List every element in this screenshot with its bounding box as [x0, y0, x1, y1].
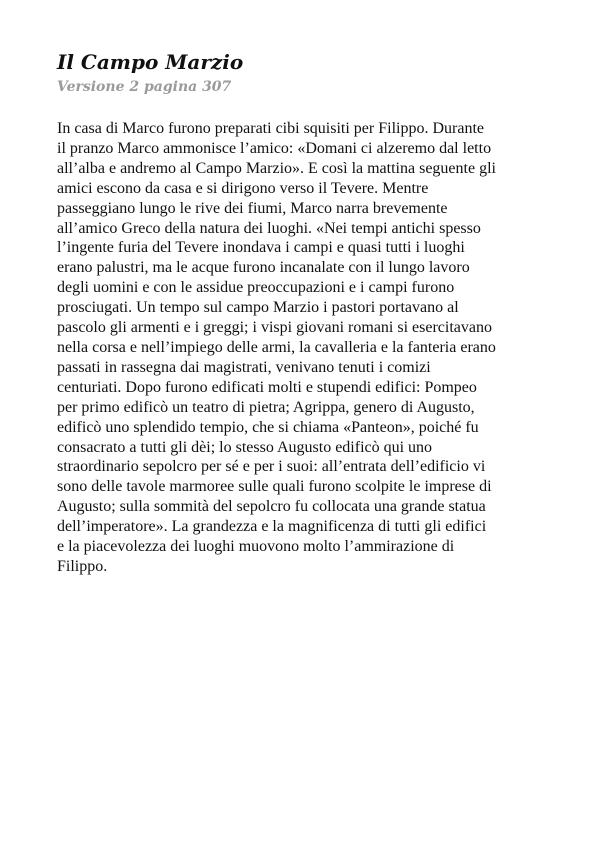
body-line: all’alba e andremo al Campo Marzio». E così la mattina seguente gli: [57, 159, 496, 177]
body-line: degli uomini e con le assidue preoccupazioni e i campi furono: [57, 279, 455, 297]
body-line: nella corsa e nell’impiego delle armi, la cavalleria e la fanteria erano: [57, 338, 496, 356]
body-line: sono delle tavole marmoree sulle quali furono scolpite le imprese di: [57, 478, 492, 496]
body-line: Filippo.: [57, 557, 108, 575]
document-title: Il Campo Marzio: [57, 50, 244, 74]
body-line: Augusto; sulla sommità del sepolcro fu collocata una grande statua: [57, 498, 486, 516]
body-line: il pranzo Marco ammonisce l’amico: «Domani ci alzeremo dal letto: [57, 139, 492, 157]
body-paragraph: [57, 119, 543, 577]
body-line: In casa di Marco furono preparati cibi squisiti per Filippo. Durante: [57, 120, 484, 137]
body-line: edificò uno splendido tempio, che si chiama «Panteon», poiché fu: [57, 418, 479, 436]
body-line: prosciugati. Un tempo sul campo Marzio i pastori portavano al: [57, 299, 459, 317]
body-line: pascolo gli armenti e i greggi; i vispi giovani romani si esercitavano: [57, 319, 492, 337]
body-line: passeggiano lungo le rive dei fiumi, Marco narra brevemente: [57, 199, 448, 217]
body-line: dell’imperatore». La grandezza e la magnificenza di tutti gli edifici: [57, 518, 487, 536]
body-line: e la piacevolezza dei luoghi muovono molto l’ammirazione di: [57, 538, 455, 556]
document-subtitle: Versione 2 pagina 307: [57, 79, 232, 95]
body-line: all’amico Greco della natura dei luoghi. «Nei tempi antichi spesso: [57, 219, 481, 237]
body-line: amici escono da casa e si dirigono verso il Tevere. Mentre: [57, 179, 429, 197]
body-line: per primo edificò un teatro di pietra; Agrippa, genero di Augusto,: [57, 398, 475, 416]
body-line: straordinario sepolcro per sé e per i suoi: all’entrata dell’edificio vi: [57, 458, 486, 476]
body-line: erano palustri, ma le acque furono incanalate con il lungo lavoro: [57, 259, 470, 277]
body-line: centuriati. Dopo furono edificati molti e stupendi edifici: Pompeo: [57, 378, 477, 396]
body-line: consacrato a tutti gli dèi; lo stesso Augusto edificò qui uno: [57, 438, 433, 456]
body-line: passati in rassegna dai magistrati, venivano tenuti i comizi: [57, 358, 431, 376]
body-line: l’ingente furia del Tevere inondava i campi e quasi tutti i luoghi: [57, 239, 465, 257]
